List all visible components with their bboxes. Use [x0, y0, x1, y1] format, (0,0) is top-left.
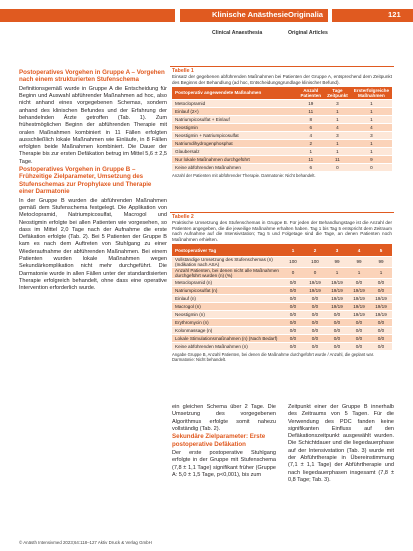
- table-cell: 0/0: [282, 310, 304, 318]
- table-cell: Metoclopramid: [172, 99, 297, 107]
- table-cell: Einlauf (n): [172, 294, 282, 302]
- table-cell: Nur lokale Maßnahmen durchgeführt: [172, 155, 297, 163]
- table-cell: 0/0: [348, 318, 370, 326]
- table-cell: 3: [351, 131, 392, 139]
- table-cell: 1: [351, 115, 392, 123]
- table-row: [172, 107, 392, 115]
- table-row: [172, 267, 392, 278]
- page-number: 121: [388, 10, 401, 19]
- table-cell: 11: [297, 155, 324, 163]
- table-cell: 0/0: [304, 310, 326, 318]
- table-cell: 9: [351, 155, 392, 163]
- table-cell: 4: [351, 123, 392, 131]
- table-cell: 19/19: [326, 278, 348, 286]
- table-header-cell: Ersterfolgreiche Maßnahmen: [351, 87, 392, 99]
- table-cell: 99: [348, 256, 370, 267]
- table-cell: Metoclopramid (n): [172, 278, 282, 286]
- table-cell: 19/19: [348, 302, 370, 310]
- table-cell: 0/0: [282, 278, 304, 286]
- table-cell: 1: [351, 147, 392, 155]
- table-cell: 19/19: [370, 310, 392, 318]
- table-cell: 19/19: [348, 286, 370, 294]
- table-cell: 1: [370, 267, 392, 278]
- table-row: [172, 310, 392, 318]
- table-cell: 19/19: [370, 302, 392, 310]
- table-row: [172, 99, 392, 107]
- table-cell: Neostigmin + Natriumpicosulfat: [172, 131, 297, 139]
- table-header-cell: 3: [326, 244, 348, 256]
- table-cell: 0/0: [326, 310, 348, 318]
- table-cell: 0/0: [348, 334, 370, 342]
- table-row: [172, 139, 392, 147]
- table-cell: 11: [297, 107, 324, 115]
- table-cell: 0/0: [282, 294, 304, 302]
- table-cell: Neostigmin (n): [172, 310, 282, 318]
- table-cell: 0: [304, 267, 326, 278]
- table-cell: 0/0: [370, 318, 392, 326]
- table-cell: 0/0: [304, 342, 326, 350]
- table1-grid: [172, 87, 392, 172]
- table-cell: Natriumpicosulfat (n): [172, 286, 282, 294]
- table-cell: 19/19: [348, 294, 370, 302]
- table-cell: Erythromycin (n): [172, 318, 282, 326]
- table-cell: Neostigmin: [172, 123, 297, 131]
- table-cell: 0/0: [304, 302, 326, 310]
- table-row: [172, 131, 392, 139]
- table-cell: 19/19: [326, 302, 348, 310]
- table-row: [172, 256, 392, 267]
- table-header-cell: 1: [282, 244, 304, 256]
- table-cell: Natriumpicosulfat + Einlauf: [172, 115, 297, 123]
- table-header-cell: 2: [304, 244, 326, 256]
- table-row: [172, 123, 392, 131]
- table-cell: 0/0: [370, 326, 392, 334]
- table-cell: 4: [324, 123, 351, 131]
- table-row: [172, 163, 392, 171]
- section-heading: Postoperatives Vorgehen in Gruppe B – Frühzeitige Zielparameter, Umsetzung des Stufenschemas zur Prophylaxe und Therapie einer Darmatonie: [19, 166, 152, 196]
- table-row: [172, 326, 392, 334]
- table-cell: 0/0: [326, 326, 348, 334]
- table-cell: Kolonmassage (n): [172, 326, 282, 334]
- table-cell: 100: [282, 256, 304, 267]
- table-cell: 3: [324, 99, 351, 107]
- table-header-cell: 4: [348, 244, 370, 256]
- table-cell: 0/0: [348, 342, 370, 350]
- table-cell: 1: [348, 267, 370, 278]
- table-cell: 1: [324, 115, 351, 123]
- text-column-left: [19, 69, 167, 537]
- table2: [172, 214, 392, 362]
- table-cell: 99: [326, 256, 348, 267]
- section-name: Originalia: [288, 10, 324, 19]
- table-cell: 0/0: [326, 342, 348, 350]
- table-cell: 1: [324, 139, 351, 147]
- table-cell: 1: [326, 267, 348, 278]
- table-cell: 0/0: [282, 334, 304, 342]
- table-cell: Vollständige Umsetzung des Stufenschemas (n) (Indikation nach ASA): [172, 256, 282, 267]
- table-cell: 4: [297, 131, 324, 139]
- section-heading: Sekundäre Zielparameter: Erste postoperative Defäkation: [172, 433, 266, 448]
- table-cell: 19/19: [304, 278, 326, 286]
- table-cell: Keine abführenden Maßnahmen (n): [172, 342, 282, 350]
- table-cell: 6: [297, 163, 324, 171]
- header-bar-left: [0, 9, 175, 22]
- table-cell: Einlauf (2×): [172, 107, 297, 115]
- table-row: [172, 147, 392, 155]
- page-footer: © Anästh Intensivmed 2023;64:118–127 Aktiv Druck & Verlag GmbH: [19, 540, 152, 545]
- table-cell: 19/19: [326, 294, 348, 302]
- table-cell: 19/19: [370, 294, 392, 302]
- section-subtitle-left: Clinical Anaesthesia: [212, 30, 263, 36]
- table-cell: 0/0: [348, 278, 370, 286]
- table-cell: 100: [304, 256, 326, 267]
- table-header-cell: Postoperativer Tag: [172, 244, 282, 256]
- body-paragraph: Der erste postoperative Stuhlgang erfolgte in der Gruppe mit Stufenschema (7,8 ± 1,1 Tage) signifikant früher (Gruppe A: 5,0 ± 1,5 Tage, p<0,001), bis zum: [172, 450, 276, 478]
- table-cell: 6: [297, 123, 324, 131]
- table-row: [172, 115, 392, 123]
- table-row: [172, 278, 392, 286]
- table-row: [172, 286, 392, 294]
- journal-name: Klinische Anästhesie: [212, 10, 289, 19]
- table-cell: 0/0: [326, 334, 348, 342]
- table1-caption: Einsatz der gegebenen abführenden Maßnahmen bei Patienten der Gruppe A, entsprechend dem Zeitpunkt des Beginns der Behandlung (ad hoc, Entscheidungsgrundlage klinischer Befund).: [172, 74, 392, 85]
- table-cell: 3: [324, 131, 351, 139]
- table1-top-rule: [170, 66, 394, 67]
- table2-top-rule: [170, 212, 394, 213]
- table2-footnote: Angabe Gruppe B, Anzahl Patienten, bei denen die Maßnahme durchgeführt wurde / Anzahl, die geplant war. Darmatonie: Nicht behandelt.: [172, 351, 375, 362]
- table-cell: 19/19: [304, 286, 326, 294]
- table-row: [172, 155, 392, 163]
- table-cell: 0/0: [282, 342, 304, 350]
- table-cell: 8: [297, 115, 324, 123]
- table2-caption: Praktische Umsetzung des Stufenschemas in Gruppe B. Für jeden der Behandlungstage ist die Anzahl der Patienten angegeben, die die jeweilige Maßnahme erhalten haben. Tag 1 bis Tag 5 entspricht dem Zeitraum nach Aufnahme auf die Intensivstation; Tag 5 und Folgetage sind die Tage, an denen Patienten noch Maßnahmen erhielten.: [172, 220, 392, 242]
- table-row: [172, 334, 392, 342]
- table-cell: 99: [370, 256, 392, 267]
- body-paragraph: Definitionsgemäß wurde in Gruppe A die Entscheidung für Beginn und Auswahl abführender Maßnahmen ad hoc, also nicht anhand eines vorgegebenen Schemas, sondern anhand des klinischen Befundes und der Erfahrung der behandelnden Ärzte getroffen (Tab. 1). Zum frühestmöglichen Beginn der abführenden Therapie mit oralen Maßnahmen kombiniert in 11 Fällen erfolgten ausschließlich lokale Maßnahmen wie Einläufe, in 8 Fällen erfolgten beide Maßnahmen kombiniert. Die Dauer der Therapie bis zur ersten Defäkation betrug im Mittel 5,6 ± 2,5 Tage.: [19, 85, 167, 165]
- table-cell: 1: [324, 147, 351, 155]
- table-cell: 0/0: [370, 342, 392, 350]
- table-cell: 0/0: [282, 302, 304, 310]
- table-row: [172, 318, 392, 326]
- section-subtitle-right: Original Articles: [288, 30, 328, 36]
- table-cell: 0/0: [304, 294, 326, 302]
- table-cell: 1: [297, 147, 324, 155]
- table-cell: 19/19: [348, 310, 370, 318]
- table-cell: Lokale Stimulationsmaßnahmen (n) (Nach Bedarf): [172, 334, 282, 342]
- table-cell: 1: [351, 139, 392, 147]
- table-cell: 19/19: [326, 286, 348, 294]
- text-column-right: [288, 404, 394, 536]
- table-cell: 0/0: [304, 326, 326, 334]
- table-cell: 0/0: [282, 318, 304, 326]
- table-cell: 0/0: [348, 326, 370, 334]
- table-cell: 1: [351, 99, 392, 107]
- table-header-cell: Postoperativ angewendete Maßnahmen: [172, 87, 297, 99]
- table-cell: 0/0: [370, 334, 392, 342]
- body-paragraph: ein gleichen Schema über 2 Tage. Die Umsetzung des vorgegebenen Algorithmus erfolgte somit nahezu vollständig (Tab. 2).: [172, 404, 276, 432]
- table-cell: Glaubersalz: [172, 147, 297, 155]
- table-cell: 0/0: [304, 318, 326, 326]
- table-row: [172, 294, 392, 302]
- table-cell: Anzahl Patienten, bei denen nicht alle Maßnahmen durchgeführt wurden (n) (%): [172, 267, 282, 278]
- section-heading: Postoperatives Vorgehen in Gruppe A – Vorgehen nach einem strukturierten Stufenschema: [19, 69, 165, 84]
- table-cell: 19: [297, 99, 324, 107]
- table-row: [172, 342, 392, 350]
- table-cell: Macrogol (n): [172, 302, 282, 310]
- table-cell: 2: [297, 139, 324, 147]
- table-cell: Natriumdihydrogenphosphat: [172, 139, 297, 147]
- table1-footnote: Anzahl der Patienten mit abführender Therapie. Darmatonie: Nicht behandelt.: [172, 172, 316, 178]
- table-cell: 0/0: [282, 286, 304, 294]
- text-column-middle: [172, 404, 276, 536]
- table-row: [172, 302, 392, 310]
- table-cell: 0/0: [370, 278, 392, 286]
- table-header-cell: 5: [370, 244, 392, 256]
- table-cell: 0/0: [370, 286, 392, 294]
- table-cell: 1: [324, 107, 351, 115]
- table-cell: 0: [324, 163, 351, 171]
- table-cell: 0: [282, 267, 304, 278]
- table1-label: Tabelle 1: [172, 68, 194, 74]
- table-cell: 0/0: [326, 318, 348, 326]
- table2-grid: [172, 244, 392, 351]
- table-header-cell: Tage Zeitpunkt: [324, 87, 351, 99]
- table2-label: Tabelle 2: [172, 214, 194, 220]
- table-header-cell: Anzahl Patienten: [297, 87, 324, 99]
- body-paragraph: In der Gruppe B wurden die abführenden Maßnahmen gemäß dem Stufenschema festgelegt. Die Applikation von Metoclopramid, Natriumpicosulfat, Macrogol und Neostigmin erfolgte bei allen Patienten wie vorgesehen, so dass im Mittel 2,0 Tage nach der Aufnahme die erste Defäkation erfolgte (Tab. 2). Bei 5 Patienten der Gruppe B kam es nach dem Auftreten von Stuhlgang zu einer Wiederaufnahme der abführenden Maßnahmen. Bei einem Patienten wurden lokale Maßnahmen wegen Sekundärkomplikation nicht mehr durchgeführt. Die Darmatonie wurde in allen Fällen unter der standardisierten Therapie erfolgreich behandelt, ohne dass eine operative Intervention erforderlich wurde.: [19, 197, 167, 292]
- table-cell: 0/0: [282, 326, 304, 334]
- table-cell: Keine abführenden Maßnahmen: [172, 163, 297, 171]
- page-header: [0, 0, 413, 36]
- table-cell: 11: [324, 155, 351, 163]
- table-cell: 0: [351, 163, 392, 171]
- table-cell: 0/0: [304, 334, 326, 342]
- table-cell: 1: [351, 107, 392, 115]
- table1: [172, 68, 392, 178]
- body-paragraph: Zeitpunkt einer der Gruppe B innerhalb des Zeitraums von 5 Tagen. Für die Verwendung des PDC fanden keine signifikanten Einfluss auf den Defäkationszeitpunkt ausgewählt wurden. Die Schichtdauer und die liegedauerphase auf der Intensivstation (Tab. 3) wurde mit der Abführtherapie in Übereinstimmung (7,1 ± 1,1 Tage) der Abführtherapie und nach liegedauerphasen insgesamt (7,8 ± 0,8 Tage; Tab. 3).: [288, 404, 394, 483]
